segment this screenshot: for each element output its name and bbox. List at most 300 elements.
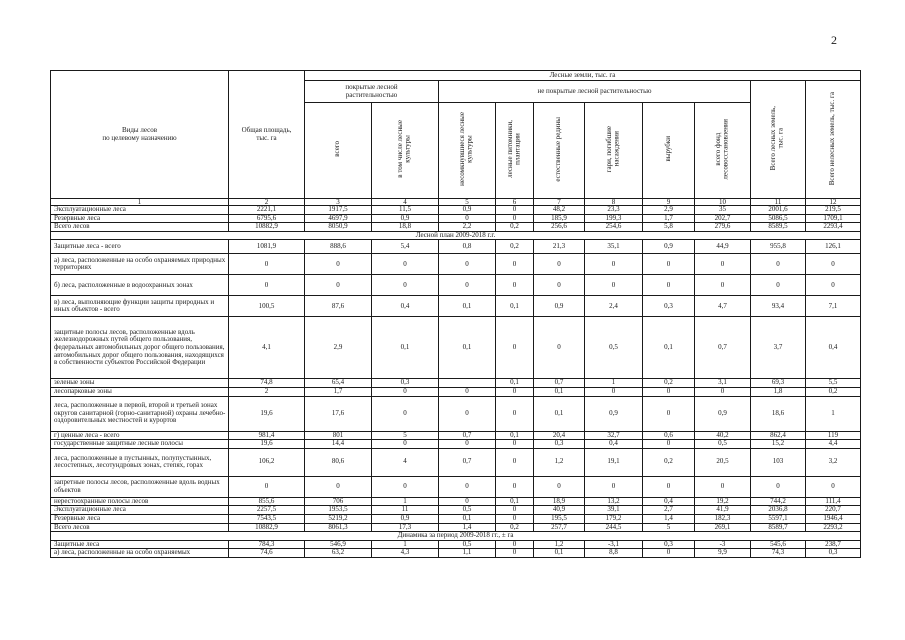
table-cell: 8589,7 [751, 523, 806, 532]
table-cell: 2,4 [585, 296, 643, 317]
table-cell: 2001,6 [751, 206, 806, 215]
table-cell: 0 [372, 396, 439, 431]
table-cell: 0,3 [534, 440, 585, 449]
table-cell: 862,4 [751, 431, 806, 440]
table-cell: 0,7 [534, 379, 585, 388]
forest-area-table [50, 70, 861, 558]
table-cell: 19,2 [695, 497, 751, 506]
row-label: лесопарковые зоны [51, 387, 229, 396]
table-cell: 65,4 [305, 379, 372, 388]
table-cell: 2293,4 [806, 223, 861, 232]
table-cell: 238,7 [806, 540, 861, 549]
table-cell: 3,1 [695, 379, 751, 388]
table-row [51, 506, 861, 515]
sub-header-clearings: вырубки [643, 103, 695, 199]
table-cell: 1 [372, 497, 439, 506]
table-cell: 546,9 [305, 540, 372, 549]
table-cell: 0 [229, 476, 305, 497]
table-cell: 0 [585, 476, 643, 497]
table-cell: 0 [496, 214, 534, 223]
table-row [51, 214, 861, 223]
table-header [51, 71, 861, 206]
table-cell: 0 [496, 448, 534, 476]
table-cell: 0 [229, 254, 305, 275]
table-cell: 17,3 [372, 523, 439, 532]
page-number: 2 [831, 33, 837, 47]
table-cell: 44,9 [695, 240, 751, 254]
table-cell: 5597,1 [751, 514, 806, 523]
table-cell: 21,3 [534, 240, 585, 254]
table-cell: 0,1 [496, 431, 534, 440]
table-cell: 0,3 [806, 549, 861, 558]
table-cell: 0,9 [695, 396, 751, 431]
table-cell: 0 [643, 254, 695, 275]
table-cell: 80,6 [305, 448, 372, 476]
table-cell: 20,4 [534, 431, 585, 440]
table-cell: 202,7 [695, 214, 751, 223]
table-cell: 279,6 [695, 223, 751, 232]
table-row [51, 296, 861, 317]
table-cell: 106,2 [229, 448, 305, 476]
col-number: 7 [534, 199, 585, 206]
table-cell: 17,6 [305, 396, 372, 431]
table-cell: 0 [496, 206, 534, 215]
table-cell: 2,9 [643, 206, 695, 215]
table-cell: 18,6 [751, 396, 806, 431]
table-cell: 0 [751, 254, 806, 275]
table-cell: 1 [372, 540, 439, 549]
table-cell: 1917,5 [305, 206, 372, 215]
table-row [51, 275, 861, 296]
table-cell: 5219,2 [305, 514, 372, 523]
table-cell: 0,6 [643, 431, 695, 440]
table-row [51, 223, 861, 232]
table-cell: 8050,9 [305, 223, 372, 232]
total-nonforest-header: Всего нелесных земель, тыс. га [806, 81, 861, 199]
table-cell: 219,5 [806, 206, 861, 215]
table-row [51, 317, 861, 379]
table-cell: 0 [534, 317, 585, 379]
table-cell: 20,5 [695, 448, 751, 476]
table-cell: 0,5 [439, 540, 496, 549]
table-cell: 801 [305, 431, 372, 440]
table-cell: 0,2 [643, 379, 695, 388]
col-number: 9 [643, 199, 695, 206]
row-label: Всего лесов [51, 223, 229, 232]
table-cell: 0 [496, 540, 534, 549]
table-cell: 7543,5 [229, 514, 305, 523]
table-cell: 888,6 [305, 240, 372, 254]
table-cell: 0 [534, 476, 585, 497]
table-cell: 14,4 [305, 440, 372, 449]
table-cell: 195,5 [534, 514, 585, 523]
row-label: запретные полосы лесов, расположенные вдоль водных объектов [51, 476, 229, 497]
row-label: защитные полосы лесов, расположенные вдоль железнодорожных путей общего пользования, федеральных автомобильных дорог общего пользования, автомобильных дорог общего пользования, находящихся в собственности субъектов Российской Федерации [51, 317, 229, 379]
table-cell: 0 [695, 476, 751, 497]
table-cell: 19,1 [585, 448, 643, 476]
table-cell: 0 [229, 275, 305, 296]
col-number: 12 [806, 199, 861, 206]
section-title: Лесной план 2009-2018 г.г. [51, 231, 861, 240]
col-number: 3 [305, 199, 372, 206]
table-cell: 11 [372, 506, 439, 515]
table-cell: 1,7 [643, 214, 695, 223]
table-cell: 111,4 [806, 497, 861, 506]
table-cell: 0 [751, 476, 806, 497]
table-cell: 69,3 [751, 379, 806, 388]
table-cell: 0 [496, 440, 534, 449]
not-covered-header: не покрытые лесной растительностью [439, 81, 751, 103]
col-number: 5 [439, 199, 496, 206]
table-cell: 0,3 [643, 296, 695, 317]
row-label: Защитные леса [51, 540, 229, 549]
table-cell: 0,8 [439, 240, 496, 254]
table-cell: 0 [496, 387, 534, 396]
table-row [51, 431, 861, 440]
table-cell: 0 [372, 440, 439, 449]
table-cell: 0,9 [643, 240, 695, 254]
row-label: леса, расположенные в пустынных, полупустынных, лесостепных, лесотундровых зонах, степях, горах [51, 448, 229, 476]
table-cell: 0,1 [496, 296, 534, 317]
table-cell: 0 [496, 317, 534, 379]
table-cell: 179,2 [585, 514, 643, 523]
table-cell: 10882,9 [229, 223, 305, 232]
table-row [51, 549, 861, 558]
table-cell: 63,2 [305, 549, 372, 558]
table-cell: 126,1 [806, 240, 861, 254]
table-cell: 0 [806, 275, 861, 296]
table-cell: 35 [695, 206, 751, 215]
table-cell: 0,3 [643, 540, 695, 549]
table-row [51, 448, 861, 476]
table-cell: 103 [751, 448, 806, 476]
sub-header-natural-sparse: естественные редины [534, 103, 585, 199]
row-label: леса, расположенные в первой, второй и третьей зонах округов санитарной (горно-санитарной) охраны лечебно-оздоровительных местностей и курортов [51, 396, 229, 431]
table-cell: 2221,1 [229, 206, 305, 215]
table-cell: 5,5 [806, 379, 861, 388]
row-label: зеленые зоны [51, 379, 229, 388]
table-cell: 955,8 [751, 240, 806, 254]
table-cell: 0,2 [806, 387, 861, 396]
table-cell: 0 [305, 275, 372, 296]
table-cell: 0,1 [643, 317, 695, 379]
table-cell: 74,8 [229, 379, 305, 388]
table-cell: 0,1 [439, 514, 496, 523]
table-cell: 8589,5 [751, 223, 806, 232]
table-cell: 4,7 [695, 296, 751, 317]
table-cell: 4,4 [806, 440, 861, 449]
table-cell: 0,1 [439, 296, 496, 317]
table-cell: 13,2 [585, 497, 643, 506]
table-cell: 1,1 [439, 549, 496, 558]
table-cell: 0 [643, 396, 695, 431]
table-cell: 0 [643, 549, 695, 558]
table-cell: 0 [695, 254, 751, 275]
species-column-header: Виды лесов по целевому назначению [51, 71, 229, 199]
table-cell: 0,1 [439, 317, 496, 379]
table-cell: 5,8 [643, 223, 695, 232]
table-cell: 1,4 [643, 514, 695, 523]
table-cell: 0,4 [372, 296, 439, 317]
table-cell: 269,1 [695, 523, 751, 532]
table-cell: 32,7 [585, 431, 643, 440]
table-cell: 1953,5 [305, 506, 372, 515]
table-cell: 0 [372, 387, 439, 396]
row-label: б) леса, расположенные в водоохранных зонах [51, 275, 229, 296]
section-header-dynamics [51, 532, 861, 541]
table-cell: 0 [585, 275, 643, 296]
table-cell: 74,6 [229, 549, 305, 558]
col-number: 8 [585, 199, 643, 206]
table-cell: 18,8 [372, 223, 439, 232]
table-cell: 0,1 [534, 387, 585, 396]
sub-header-nurseries: лесные питомники, плантации [496, 103, 534, 199]
table-row [51, 254, 861, 275]
table-cell: 2,2 [439, 223, 496, 232]
table-cell: 0,1 [496, 497, 534, 506]
table-cell: 254,6 [585, 223, 643, 232]
sub-header-cultures: в том числе лесные культуры [372, 103, 439, 199]
table-cell: 0,2 [496, 240, 534, 254]
table-cell: 4,3 [372, 549, 439, 558]
table-cell: 100,5 [229, 296, 305, 317]
sub-header-reforestation-fund: всего фонд лесовосстановления [695, 103, 751, 199]
table-cell: 5086,5 [751, 214, 806, 223]
row-label: Защитные леса - всего [51, 240, 229, 254]
table-cell: 4697,9 [305, 214, 372, 223]
table-cell: 2,9 [305, 317, 372, 379]
table-cell: -3,1 [585, 540, 643, 549]
table-cell: 0 [496, 275, 534, 296]
row-label: а) леса, расположенные на особо охраняемых [51, 549, 229, 558]
table-cell: 706 [305, 497, 372, 506]
table-cell: 0 [372, 254, 439, 275]
row-label: а) леса, расположенные на особо охраняемых природных территориях [51, 254, 229, 275]
table-cell: 0,7 [695, 317, 751, 379]
table-cell: 1 [806, 396, 861, 431]
sub-header-total: всего [305, 103, 372, 199]
table-cell: 2 [229, 387, 305, 396]
table-row [51, 523, 861, 532]
row-label: Эксплуатационные леса [51, 206, 229, 215]
table-cell: 8,8 [585, 549, 643, 558]
table-cell: 9,9 [695, 549, 751, 558]
table-cell: 0,7 [439, 448, 496, 476]
table-cell: 0 [496, 506, 534, 515]
table-cell: 0 [439, 497, 496, 506]
row-label: Всего лесов [51, 523, 229, 532]
row-label: Резервные леса [51, 214, 229, 223]
table-cell: 5,4 [372, 240, 439, 254]
table-cell: 0,1 [496, 379, 534, 388]
table-cell: 1,2 [534, 448, 585, 476]
table-cell: 0 [643, 387, 695, 396]
table-cell: 0 [372, 476, 439, 497]
table-cell: 0,9 [585, 396, 643, 431]
table-cell: 1,8 [751, 387, 806, 396]
table-row [51, 240, 861, 254]
table-row [51, 206, 861, 215]
table-cell: 0 [534, 275, 585, 296]
table-cell: 0,4 [585, 440, 643, 449]
column-number-row [51, 199, 861, 206]
table-cell: 87,6 [305, 296, 372, 317]
row-label: нерестоохранные полосы лесов [51, 497, 229, 506]
table-cell: 0 [496, 514, 534, 523]
table-cell: 0,2 [643, 448, 695, 476]
table-cell: 0,3 [372, 379, 439, 388]
table-cell: 40,2 [695, 431, 751, 440]
table-cell: 0 [439, 440, 496, 449]
table-cell: 0 [439, 275, 496, 296]
table-cell: 10882,9 [229, 523, 305, 532]
table-cell: 0,9 [372, 514, 439, 523]
table-cell: 0,5 [585, 317, 643, 379]
table-cell: 185,9 [534, 214, 585, 223]
table-cell: 0 [643, 476, 695, 497]
table-cell: 0 [439, 387, 496, 396]
col-number: 2 [229, 199, 305, 206]
row-label: г) ценные леса - всего [51, 431, 229, 440]
table-cell: 0 [806, 254, 861, 275]
table-cell: 0,4 [643, 497, 695, 506]
table-body [51, 206, 861, 558]
forest-lands-header: Лесные земли, тыс. га [305, 71, 861, 81]
table-cell: 220,7 [806, 506, 861, 515]
table-cell: 1081,9 [229, 240, 305, 254]
table-row [51, 497, 861, 506]
table-cell: 0 [496, 476, 534, 497]
table-cell: 0,1 [372, 317, 439, 379]
table-row [51, 396, 861, 431]
table-cell: 0 [439, 214, 496, 223]
table-row [51, 379, 861, 388]
section-title: Динамика за период 2009-2018 гг., ± га [51, 532, 861, 541]
table-cell: 744,2 [751, 497, 806, 506]
table-cell: 41,9 [695, 506, 751, 515]
table-cell: 23,3 [585, 206, 643, 215]
total-forest-header: Всего лесных земель, тыс. га [751, 81, 806, 199]
table-cell: 244,5 [585, 523, 643, 532]
table-cell: 1946,4 [806, 514, 861, 523]
table-cell: 11,5 [372, 206, 439, 215]
table-cell: 0 [372, 275, 439, 296]
table-cell: 39,1 [585, 506, 643, 515]
table-cell: 3,2 [806, 448, 861, 476]
table-cell: 0 [439, 476, 496, 497]
table-cell: 545,6 [751, 540, 806, 549]
table-cell: 4 [372, 448, 439, 476]
row-label: государственные защитные лесные полосы [51, 440, 229, 449]
table-cell: 0 [751, 275, 806, 296]
table-cell: 7,1 [806, 296, 861, 317]
table-cell: 2,7 [643, 506, 695, 515]
table-cell: 784,3 [229, 540, 305, 549]
table-cell: 5 [643, 523, 695, 532]
table-cell: 1 [585, 379, 643, 388]
table-cell: 0 [585, 254, 643, 275]
table-cell: 855,6 [229, 497, 305, 506]
table-cell: 2036,8 [751, 506, 806, 515]
sub-header-burnt: гари, погибшие насаждения [585, 103, 643, 199]
table-cell [439, 379, 496, 388]
table-cell: 93,4 [751, 296, 806, 317]
table-cell: 0 [496, 396, 534, 431]
table-cell: 0,2 [496, 223, 534, 232]
table-cell: 0 [806, 476, 861, 497]
table-cell: 0,4 [806, 317, 861, 379]
table-cell: 18,9 [534, 497, 585, 506]
table-cell: 0,1 [534, 549, 585, 558]
table-row [51, 476, 861, 497]
table-cell: 182,3 [695, 514, 751, 523]
table-cell: 2293,2 [806, 523, 861, 532]
table-cell: 15,2 [751, 440, 806, 449]
col-number: 6 [496, 199, 534, 206]
row-label: Эксплуатационные леса [51, 506, 229, 515]
table-cell: 1,7 [305, 387, 372, 396]
total-area-column-header: Общая площадь, тыс. га [229, 71, 305, 199]
section-header-forest-plan [51, 231, 861, 240]
table-cell: 981,4 [229, 431, 305, 440]
table-cell: 0 [496, 254, 534, 275]
table-cell: 6795,6 [229, 214, 305, 223]
table-cell: 0,7 [439, 431, 496, 440]
table-cell: 19,6 [229, 396, 305, 431]
table-cell: 0 [643, 440, 695, 449]
table-cell: -3 [695, 540, 751, 549]
table-cell: 0 [643, 275, 695, 296]
table-cell: 0,5 [695, 440, 751, 449]
row-label: Резервные леса [51, 514, 229, 523]
table-cell: 0,2 [496, 523, 534, 532]
table-cell: 1,2 [534, 540, 585, 549]
sub-header-unclosed-cultures: несомкнувшиеся лесные культуры [439, 103, 496, 199]
table-cell: 4,1 [229, 317, 305, 379]
table-cell: 5 [372, 431, 439, 440]
table-cell: 3,7 [751, 317, 806, 379]
table-cell: 0,1 [534, 396, 585, 431]
col-number: 11 [751, 199, 806, 206]
table-cell: 0 [439, 254, 496, 275]
table-cell: 0,5 [439, 506, 496, 515]
row-label: в) леса, выполняющие функции защиты природных и иных объектов - всего [51, 296, 229, 317]
table-cell: 0 [695, 275, 751, 296]
table-cell: 40,9 [534, 506, 585, 515]
table-cell: 199,3 [585, 214, 643, 223]
table-cell: 256,6 [534, 223, 585, 232]
table-row [51, 514, 861, 523]
table-cell: 35,1 [585, 240, 643, 254]
table-cell: 0 [496, 549, 534, 558]
table-cell: 0,9 [534, 296, 585, 317]
table-cell: 0 [305, 254, 372, 275]
covered-header: покрытые лесной растительностью [305, 81, 439, 103]
table-cell: 1709,1 [806, 214, 861, 223]
table-row [51, 387, 861, 396]
table-cell: 19,6 [229, 440, 305, 449]
col-number: 1 [51, 199, 229, 206]
table-cell: 0 [695, 387, 751, 396]
col-number: 10 [695, 199, 751, 206]
table-cell: 0 [305, 476, 372, 497]
forest-table-sheet [50, 70, 860, 558]
table-cell: 119 [806, 431, 861, 440]
table-cell: 0 [439, 396, 496, 431]
table-cell: 48,2 [534, 206, 585, 215]
table-row [51, 540, 861, 549]
table-cell: 1,4 [439, 523, 496, 532]
